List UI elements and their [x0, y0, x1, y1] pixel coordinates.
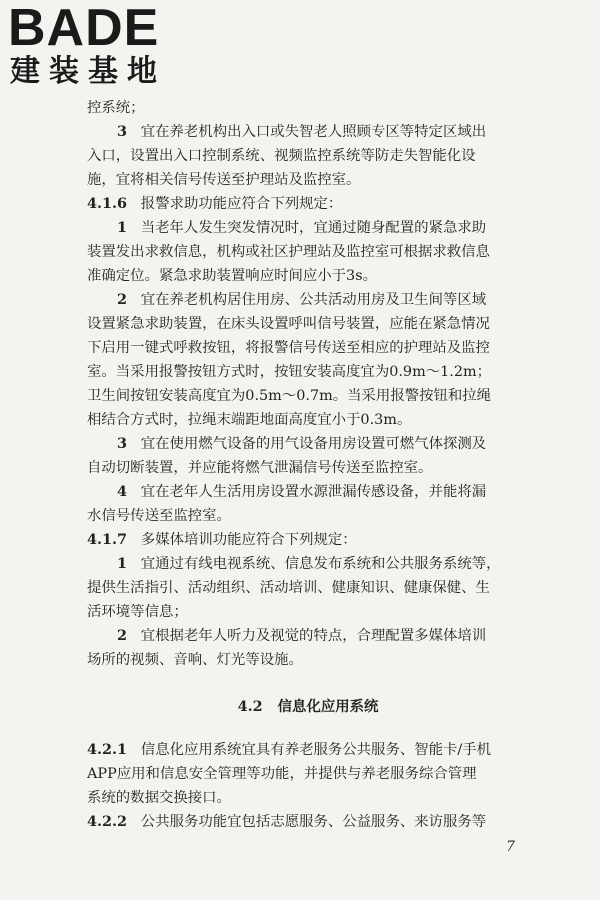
text-line: 活环境等信息； — [87, 604, 188, 620]
text-line: 场所的视频、音响、灯光等设施。 — [87, 652, 303, 668]
page-number: 7 — [506, 839, 515, 855]
text-line: 提供生活指引、活动组织、活动培训、健康知识、健康保健、生 — [87, 580, 490, 596]
list-item: 4 宜在老年人生活用房设置水源泄漏传感设备，并能将漏 — [117, 483, 487, 500]
text-line: 相结合方式时，拉绳末端距地面高度宜小于0.3m。 — [87, 412, 412, 428]
list-item: 3 宜在使用燃气设备的用气设备用房设置可燃气体探测及 — [117, 435, 487, 452]
clause-heading: 4.2.1 信息化应用系统宜具有养老服务公共服务、智能卡/手机 — [87, 741, 492, 758]
clause-heading: 4.1.7 多媒体培训功能应符合下列规定： — [87, 531, 357, 548]
list-item: 2 宜根据老年人听力及视觉的特点，合理配置多媒体培训 — [117, 627, 487, 644]
text-line: 卫生间按钮安装高度宜为0.5m～0.7m。当采用报警按钮和拉绳 — [87, 388, 492, 404]
text-line: 准确定位。紧急求助装置响应时间应小于3s。 — [87, 268, 377, 284]
clause-heading: 4.1.6 报警求助功能应符合下列规定： — [87, 195, 343, 212]
text-line: APP应用和信息安全管理等功能，并提供与养老服务综合管理 — [87, 766, 477, 782]
text-line: 水信号传送至监控室。 — [87, 508, 231, 524]
text-line: 设置紧急求助装置，在床头设置呼叫信号装置，应能在紧急情况 — [87, 316, 490, 332]
section-heading: 4.2 信息化应用系统 — [237, 698, 379, 715]
logo-subtitle: 建装基地 — [10, 54, 166, 89]
text-line: 入口，设置出入口控制系统、视频监控系统等防走失智能化设 — [87, 148, 476, 164]
bade-logo — [8, 2, 188, 92]
list-item: 3 宜在养老机构出入口或失智老人照顾专区等特定区域出 — [117, 123, 487, 140]
text-line: 装置发出求救信息，机构或社区护理站及监控室可根据求救信息 — [87, 244, 490, 260]
list-item: 2 宜在养老机构居住用房、公共活动用房及卫生间等区域 — [117, 291, 487, 308]
list-item: 1 宜通过有线电视系统、信息发布系统和公共服务系统等， — [117, 555, 501, 572]
list-item: 1 当老年人发生突发情况时，宜通过随身配置的紧急求助 — [117, 219, 487, 236]
logo-wordmark: BADE — [8, 0, 160, 57]
text-line: 下启用一键式呼救按钮，将报警信号传送至相应的护理站及监控 — [87, 340, 490, 356]
text-line: 室。当采用报警按钮方式时，按钮安装高度宜为0.9m～1.2m； — [87, 364, 492, 380]
text-line: 系统的数据交换接口。 — [87, 790, 231, 806]
text-line: 控系统； — [87, 100, 145, 116]
clause-heading: 4.2.2 公共服务功能宜包括志愿服务、公益服务、来访服务等 — [87, 813, 487, 830]
text-line: 施，宜将相关信号传送至护理站及监控室。 — [87, 172, 361, 188]
text-line: 自动切断装置，并应能将燃气泄漏信号传送至监控室。 — [87, 460, 433, 476]
